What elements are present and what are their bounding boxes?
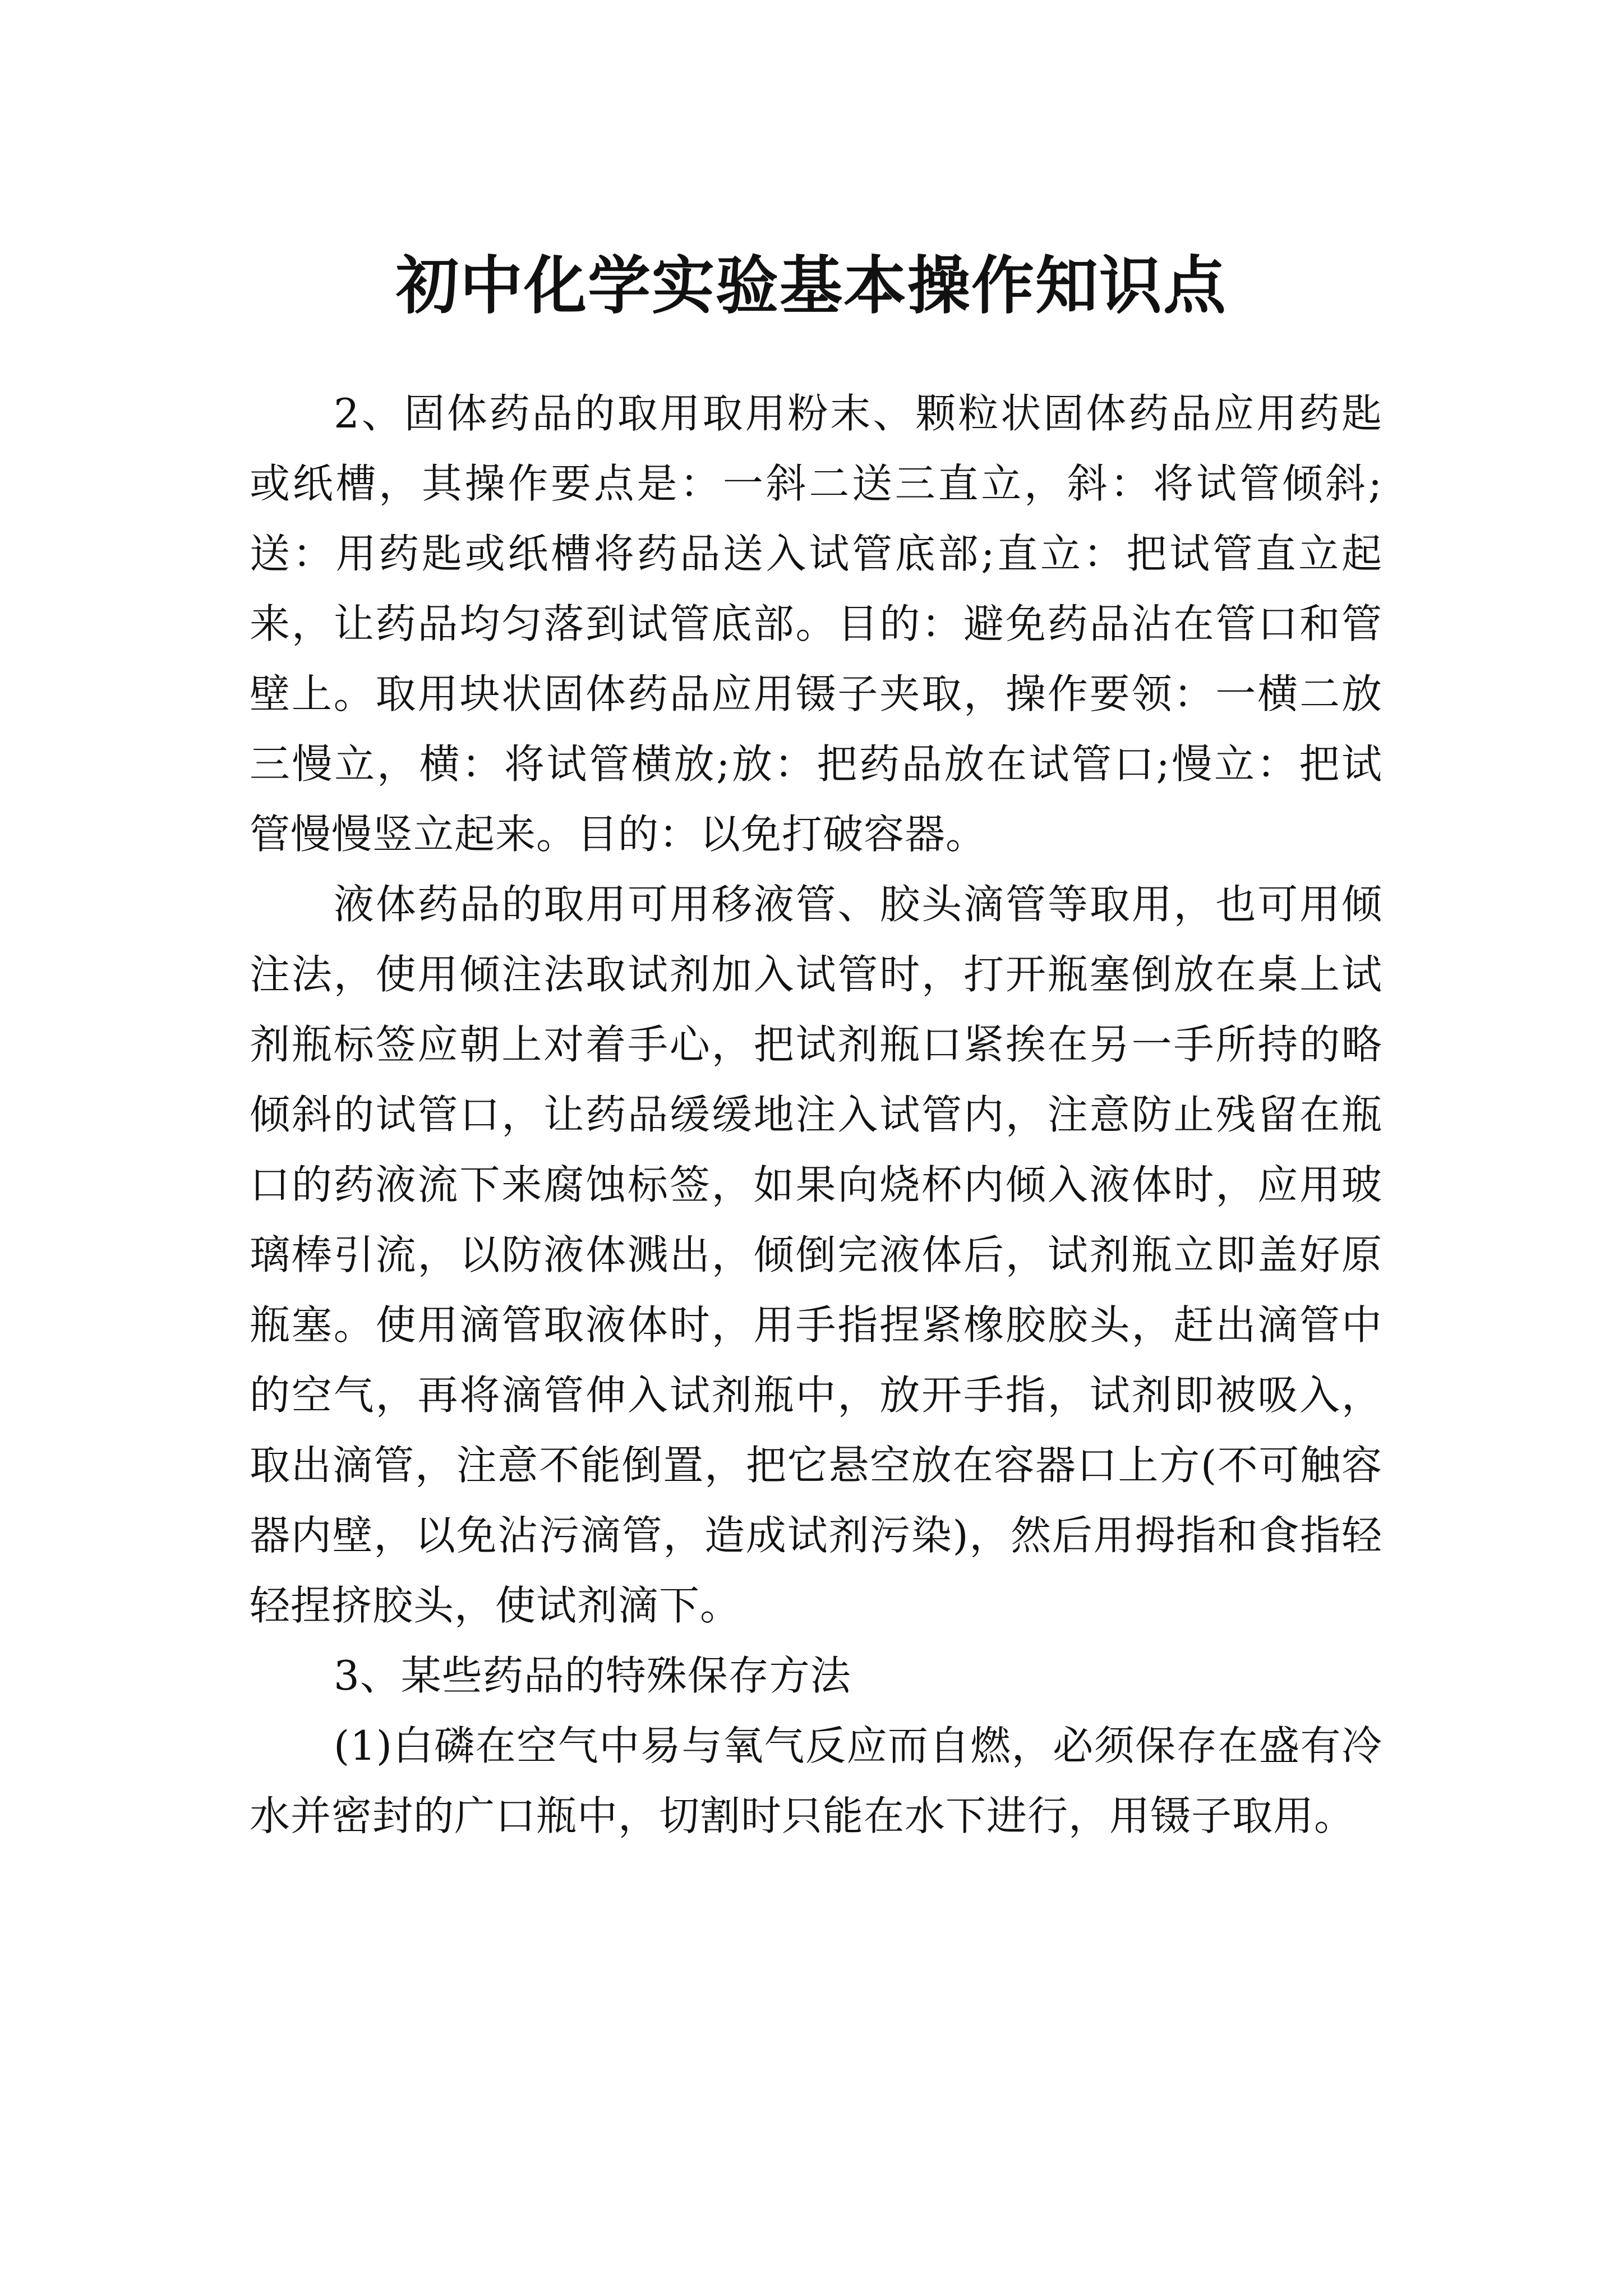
document-body (250, 379, 1382, 1851)
paragraph-white-phosphorus: (1)白磷在空气中易与氧气反应而自燃，必须保存在盛有冷水并密封的广口瓶中，切割时只能在水下进行，用镊子取用。 (250, 1722, 1382, 1839)
paragraph-solid-reagents: 2、固体药品的取用取用粉末、颗粒状固体药品应用药匙或纸槽，其操作要点是：一斜二送三直立，斜：将试管倾斜;送：用药匙或纸槽将药品送入试管底部;直立：把试管直立起来，让药品均匀落到试管底部。目的：避免药品沾在管口和管壁上。取用块状固体药品应用镊子夹取，操作要领：一横二放三慢立，横：将试管横放;放：把药品放在试管口;慢立：把试管慢慢竖立起来。目的：以免打破容器。 (250, 390, 1382, 858)
section-heading-special-storage: 3、某些药品的特殊保存方法 (334, 1652, 851, 1699)
paragraph-liquid-reagents: 液体药品的取用可用移液管、胶头滴管等取用，也可用倾注法，使用倾注法取试剂加入试管时，打开瓶塞倒放在桌上试剂瓶标签应朝上对着手心，把试剂瓶口紧挨在另一手所持的略倾斜的试管口，让药品缓缓地注入试管内，注意防止残留在瓶口的药液流下来腐蚀标签，如果向烧杯内倾入液体时，应用玻璃棒引流，以防液体溅出，倾倒完液体后，试剂瓶立即盖好原瓶塞。使用滴管取液体时，用手指捏紧橡胶胶头，赶出滴管中的空气，再将滴管伸入试剂瓶中，放开手指，试剂即被吸入，取出滴管，注意不能倒置，把它悬空放在容器口上方(不可触容器内壁，以免沾污滴管，造成试剂污染)，然后用拇指和食指轻轻捏挤胶头，使试剂滴下。 (250, 881, 1382, 1629)
document-title: 初中化学实验基本操作知识点 (396, 249, 1227, 323)
